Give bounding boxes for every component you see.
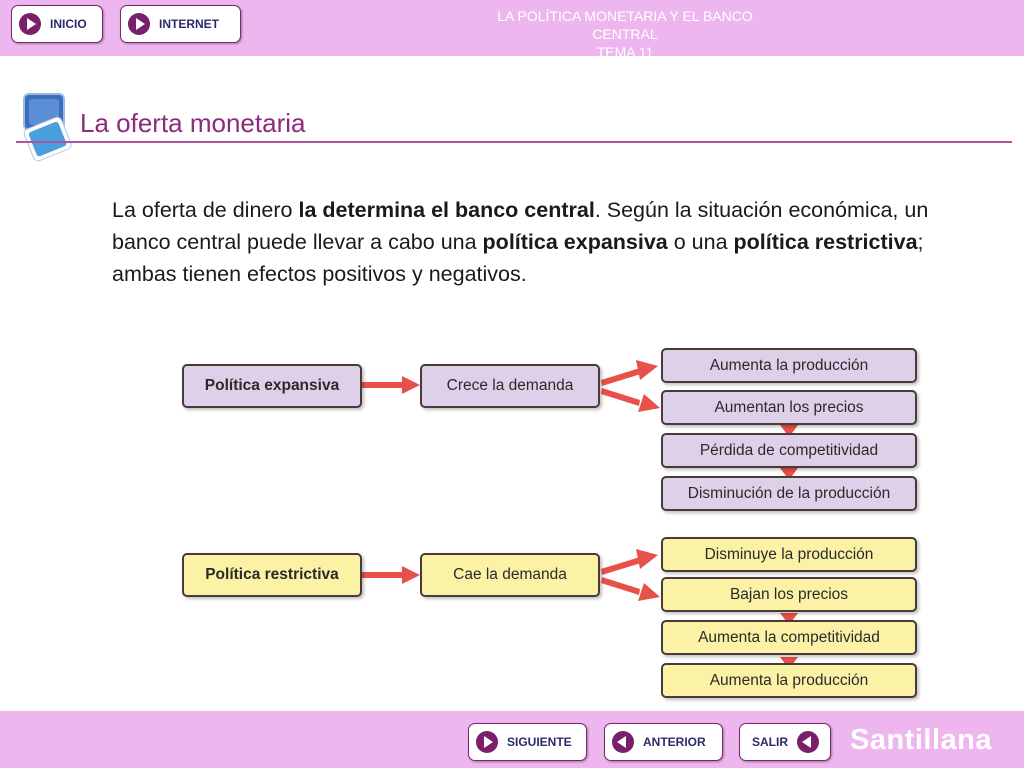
- para-text-3: o una: [667, 230, 734, 254]
- play-right-icon: [475, 730, 499, 754]
- box-effect-restrictive-4: Aumenta la producción: [661, 663, 917, 698]
- box-politica-expansiva: Política expansiva: [182, 364, 362, 408]
- para-text-2: . Según la situación económica, un banco central puede llevar a cabo una: [112, 198, 929, 254]
- box-effect-restrictive-2: Bajan los precios: [661, 577, 917, 612]
- box-crece-demanda: Crece la demanda: [420, 364, 600, 408]
- arrow-policy-to-demand-restrictive: [362, 566, 420, 584]
- box-cae-demanda: Cae la demanda: [420, 553, 600, 597]
- siguiente-button[interactable]: [468, 723, 587, 761]
- arrow-demand-to-effect2-restrictive: [601, 577, 660, 601]
- para-text-4: ; ambas tienen efectos positivos y negativos.: [112, 230, 924, 286]
- siguiente-button-label: SIGUIENTE: [507, 735, 572, 749]
- salir-button[interactable]: [739, 723, 831, 761]
- arrow-demand-to-effect1-expansive: [601, 360, 658, 386]
- header-title-line1: LA POLÍTICA MONETARIA Y EL BANCO CENTRAL: [497, 8, 753, 42]
- para-bold-1: la determina el banco central: [298, 198, 595, 222]
- para-bold-3: política restrictiva: [733, 230, 918, 254]
- page-title: La oferta monetaria: [80, 108, 306, 138]
- para-bold-2: política expansiva: [482, 230, 668, 254]
- arrow-policy-to-demand-expansive: [362, 376, 420, 394]
- internet-button-label: INTERNET: [159, 17, 219, 31]
- play-left-icon: [611, 730, 635, 754]
- anterior-button-label: ANTERIOR: [643, 735, 706, 749]
- box-effect-restrictive-3: Aumenta la competitividad: [661, 620, 917, 655]
- anterior-button[interactable]: [604, 723, 723, 761]
- box-effect-expansive-2: Aumentan los precios: [661, 390, 917, 425]
- arrow-demand-to-effect2-expansive: [601, 388, 660, 412]
- box-effect-expansive-3: Pérdida de competitividad: [661, 433, 917, 468]
- box-politica-restrictiva: Política restrictiva: [182, 553, 362, 597]
- inicio-button-label: INICIO: [50, 17, 87, 31]
- box-effect-expansive-1: Aumenta la producción: [661, 348, 917, 383]
- salir-button-label: SALIR: [752, 735, 788, 749]
- header-title-line2: TEMA 11: [596, 44, 654, 60]
- box-effect-expansive-4: Disminución de la producción: [661, 476, 917, 511]
- arrow-demand-to-effect1-restrictive: [601, 549, 658, 575]
- para-text-1: La oferta de dinero: [112, 198, 299, 222]
- brand-logo: Santillana: [850, 724, 992, 756]
- play-left-icon: [796, 730, 820, 754]
- box-effect-restrictive-1: Disminuye la producción: [661, 537, 917, 572]
